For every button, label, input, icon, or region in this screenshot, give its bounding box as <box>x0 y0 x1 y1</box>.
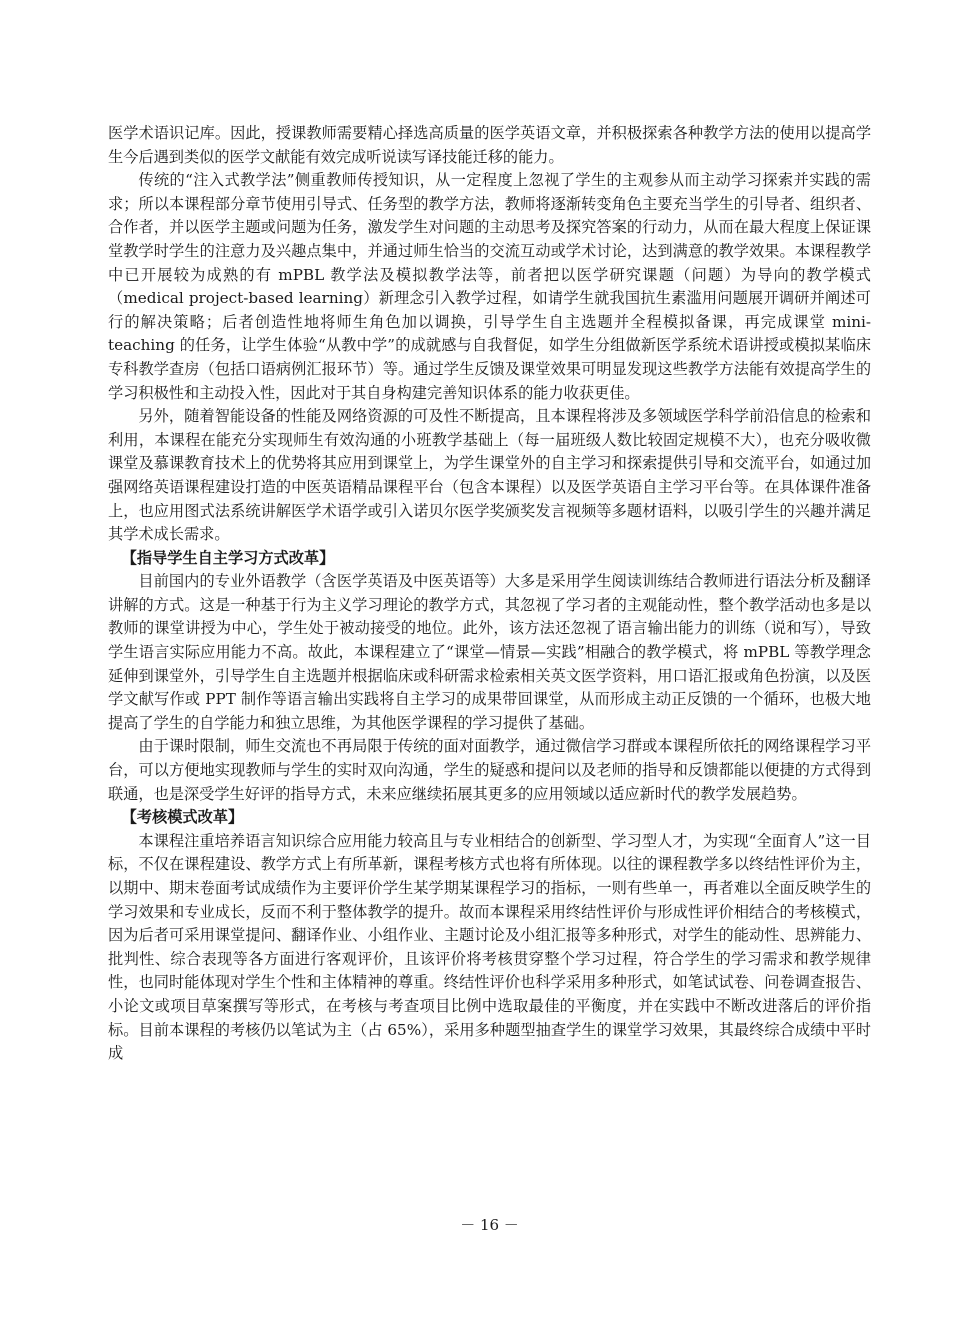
paragraph-self-study-reform: 目前国内的专业外语教学（含医学英语及中医英语等）大多是采用学生阅读训练结合教师进行语法分析及翻译讲解的方式。这是一种基于行为主义学习理论的教学方式，其忽视了学习者的主观能动性，整个教学活动也多是以教师的课堂讲授为中心，学生处于被动接受的地位。此外，该方法还忽视了语言输出能力的训练（说和写），导致学生语言实际应用能力不高。故此，本课程建立了“课堂—情景—实践”相融合的教学模式，将 mPBL 等教学理念延伸到课堂外，引导学生自主选题并根据临床或科研需求检索相关英文医学资料，用口语汇报或角色扮演，以及医学文献写作或 PPT 制作等语言输出实践将自主学习的成果带回课堂，从而形成主动正反馈的一个循环，也极大地提高了学生的自学能力和独立思维，为其他医学课程的学习提供了基础。 <box>108 572 871 732</box>
page-number: － 16 － <box>460 1216 519 1234</box>
paragraph-communication: 由于课时限制，师生交流也不再局限于传统的面对面教学，通过微信学习群或本课程所依托的网络课程学习平台，可以方便地实现教师与学生的实时双向沟通，学生的疑惑和提问以及老师的指导和反馈都能以便捷的方式得到联通，也是深受学生好评的指导方式，未来应继续拓展其更多的应用领域以适应新时代的教学发展趋势。 <box>108 737 871 803</box>
paragraph-continued: 医学术语识记库。因此，授课教师需要精心择选高质量的医学英语文章，并积极探索各种教学方法的使用以提高学生今后遇到类似的医学文献能有效完成听说读写译技能迁移的能力。 <box>108 124 871 166</box>
paragraph-online-resources: 另外，随着智能设备的性能及网络资源的可及性不断提高，且本课程将涉及多领域医学科学前沿信息的检索和利用，本课程在能充分实现师生有效沟通的小班教学基础上（每一届班级人数比较固定规模不大），也充分吸收微课堂及慕课教育技术上的优势将其应用到课堂上，为学生课堂外的自主学习和探索提供引导和交流平台，如通过加强网络英语课程建设打造的中医英语精品课程平台（包含本课程）以及医学英语自主学习平台等。在具体课件准备上，也应用图式法系统讲解医学术语学或引入诺贝尔医学奖颁奖发言视频等多题材语料，以吸引学生的兴趣并满足其学术成长需求。 <box>108 407 871 544</box>
document-body <box>108 122 871 1066</box>
paragraph-teaching-methods: 传统的“注入式教学法”侧重教师传授知识，从一定程度上忽视了学生的主观参从而主动学习探索并实践的需求；所以本课程部分章节使用引导式、任务型的教学方法，教师将逐渐转变角色主要充当学生的引导者、组织者、合作者，并以医学主题或问题为任务，激发学生对问题的主动思考及探究答案的行动力，从而在最大程度上保证课堂教学时学生的注意力及兴趣点集中，并通过师生恰当的交流互动或学术讨论，达到满意的教学效果。本课程教学中已开展较为成熟的有 mPBL 教学法及模拟教学法等，前者把以医学研究课题（问题）为导向的教学模式（medical project-based learning）新理念引入教学过程，如请学生就我国抗生素滥用问题展开调研并阐述可行的解决策略；后者创造性地将师生角色加以调换，引导学生自主选题并全程模拟备课，再完成课堂 mini-teaching 的任务，让学生体验“从教中学”的成就感与自我督促，如学生分组做新医学系统术语讲授或模拟某临床专科教学查房（包括口语病例汇报环节）等。通过学生反馈及课堂效果可明显发现这些教学方法能有效提高学生的学习积极性和主动投入性，因此对于其自身构建完善知识体系的能力收获更佳。 <box>108 171 871 402</box>
section-heading-self-study: 【指导学生自主学习方式改革】 <box>121 548 335 567</box>
section-heading-assessment: 【考核模式改革】 <box>121 808 244 827</box>
paragraph-assessment-reform: 本课程注重培养语言知识综合应用能力较高且与专业相结合的创新型、学习型人才，为实现“全面育人”这一目标，不仅在课程建设、教学方式上有所革新，课程考核方式也将有所体现。以往的课程教学多以终结性评价为主，以期中、期末卷面考试成绩作为主要评价学生某学期某课程学习的指标，一则有些单一，再者难以全面反映学生的学习效果和专业成长，反而不利于整体教学的提升。故而本课程采用终结性评价与形成性评价相结合的考核模式，因为后者可采用课堂提问、翻译作业、小组作业、主题讨论及小组汇报等多种形式，对学生的能动性、思辨能力、批判性、综合表现等各方面进行客观评价，且该评价将考核贯穿整个学习过程，符合学生的学习需求和教学规律性，也同时能体现对学生个性和主体精神的尊重。终结性评价也科学采用多种形式，如笔试试卷、问卷调查报告、小论文或项目草案撰写等形式，在考核与考查项目比例中选取最佳的平衡度，并在实践中不断改进落后的评价指标。目前本课程的考核仍以笔试为主（占 65%），采用多种题型抽查学生的课堂学习效果，其最终综合成绩中平时成 <box>108 831 871 1063</box>
